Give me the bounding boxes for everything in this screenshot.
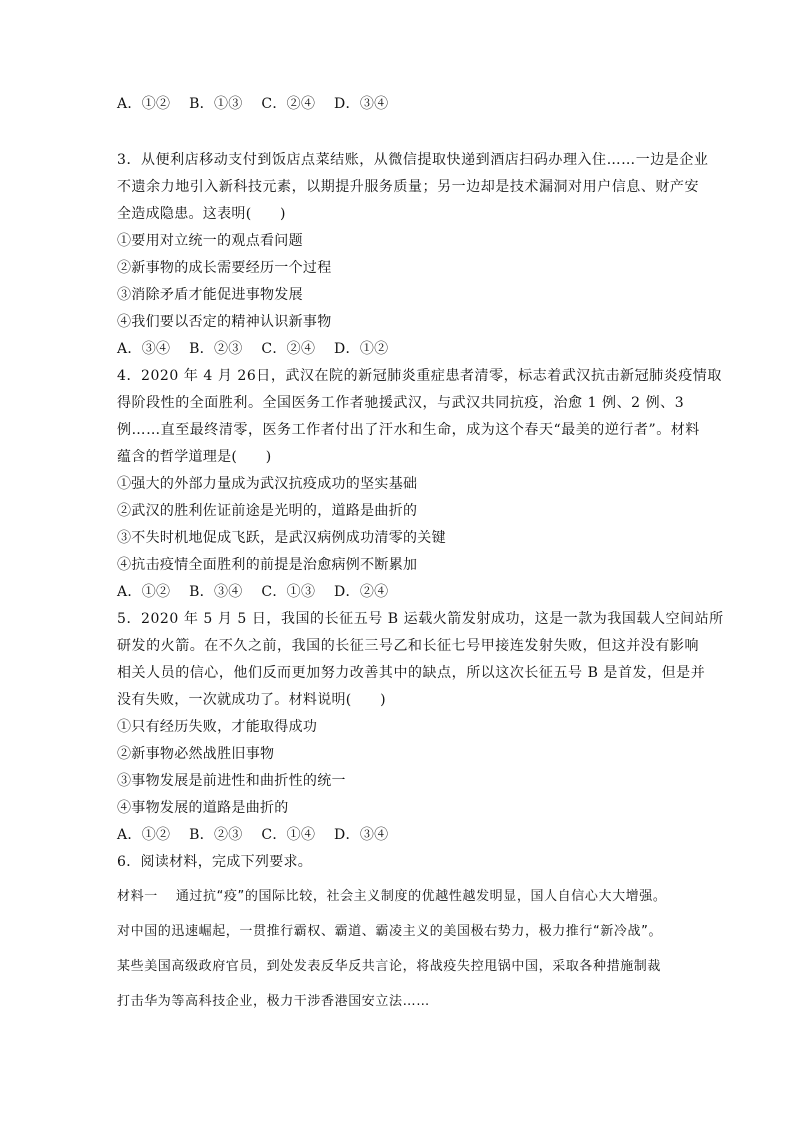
q5-item-2: ②新事物必然战胜旧事物	[117, 746, 275, 762]
q3-item-1: ①要用对立统一的观点看问题	[117, 233, 303, 249]
q5-item-1: ①只有经历失败，才能取得成功	[117, 719, 318, 735]
option-b: B．②③	[189, 827, 243, 843]
option-a: A．①②	[117, 584, 171, 600]
option-c: C．②④	[261, 341, 316, 357]
q5-item-3: ③事物发展是前进性和曲折性的统一	[117, 773, 346, 789]
option-b: B．②③	[189, 341, 243, 357]
q3-item-4: ④我们要以否定的精神认识新事物	[117, 314, 332, 330]
option-d: D．③④	[334, 827, 389, 843]
material-tag: 材料一	[117, 889, 158, 904]
q4-stem-line-3: 例……直至最终清零，医务工作者付出了汗水和生命，成为这个春天“最美的逆行者”。材料	[117, 422, 700, 438]
option-c: C．②④	[261, 96, 316, 112]
material-line-1	[117, 887, 687, 907]
prev-question-options	[117, 94, 682, 114]
option-a: A．①②	[117, 827, 171, 843]
option-c: C．①③	[261, 584, 316, 600]
q4-stem-line-1: 4．2020 年 4 月 26日，武汉在院的新冠肺炎重症患者清零，标志着武汉抗击新冠肺炎疫情取	[117, 368, 722, 384]
q5-stem-line-4: 没有失败，一次就成功了。材料说明( )	[117, 692, 386, 708]
option-d: D．③④	[334, 96, 389, 112]
q3-options	[117, 339, 682, 359]
q3-item-2: ②新事物的成长需要经历一个过程	[117, 260, 332, 276]
q4-item-4: ④抗击疫情全面胜利的前提是治愈病例不断累加	[117, 557, 418, 573]
option-d: D．②④	[334, 584, 389, 600]
q5-stem-line-2: 研发的火箭。在不久之前，我国的长征三号乙和长征七号甲接连发射失败，但这并没有影响	[117, 638, 699, 654]
option-b: B．③④	[189, 584, 243, 600]
material-line-3: 某些美国高级政府官员，到处发表反华反共言论，将战疫失控甩锅中国，采取各种措施制裁	[117, 959, 662, 974]
q4-item-2: ②武汉的胜利佐证前途是光明的，道路是曲折的	[117, 503, 418, 519]
q5-stem-line-3: 相关人员的信心，他们反而更加努力改善其中的缺点，所以这次长征五号 B 是首发，但是并	[117, 665, 706, 681]
material-line-2: 对中国的迅速崛起，一贯推行霸权、霸道、霸凌主义的美国极右势力，极力推行“新冷战”。	[117, 924, 663, 939]
q6-stem: 6．阅读材料，完成下列要求。	[117, 854, 313, 870]
q4-item-1: ①强大的外部力量成为武汉抗疫成功的坚实基础	[117, 476, 418, 492]
q4-options	[117, 582, 682, 602]
q5-options	[117, 825, 682, 845]
material-line-4: 打击华为等高科技企业，极力干涉香港国安立法……	[117, 994, 430, 1009]
option-a: A．①②	[117, 96, 171, 112]
q3-stem-line-1: 3．从便利店移动支付到饭店点菜结账，从微信提取快递到酒店扫码办理入住……一边是企业	[117, 152, 709, 168]
option-b: B．①③	[189, 96, 243, 112]
option-a: A．③④	[117, 341, 171, 357]
q3-stem-line-2: 不遗余力地引入新科技元素，以期提升服务质量；另一边却是技术漏洞对用户信息、财产安	[117, 179, 699, 195]
q5-stem-line-1: 5．2020 年 5 月 5 日，我国的长征五号 B 运载火箭发射成功，这是一款为我国载人空间站所	[117, 611, 724, 627]
q5-item-4: ④事物发展的道路是曲折的	[117, 800, 289, 816]
q3-item-3: ③消除矛盾才能促进事物发展	[117, 287, 303, 303]
material-text-1: 通过抗“疫”的国际比较，社会主义制度的优越性越发明显，国人自信心大大增强。	[175, 889, 667, 904]
option-d: D．①②	[334, 341, 389, 357]
q4-item-3: ③不失时机地促成飞跃，是武汉病例成功清零的关键	[117, 530, 446, 546]
q3-stem-line-3: 全造成隐患。这表明( )	[117, 206, 286, 222]
option-c: C．①④	[261, 827, 316, 843]
q4-stem-line-4: 蕴含的哲学道理是( )	[117, 449, 272, 465]
q4-stem-line-2: 得阶段性的全面胜利。全国医务工作者驰援武汉，与武汉共同抗疫，治愈 1 例、2 例、3	[117, 395, 685, 411]
